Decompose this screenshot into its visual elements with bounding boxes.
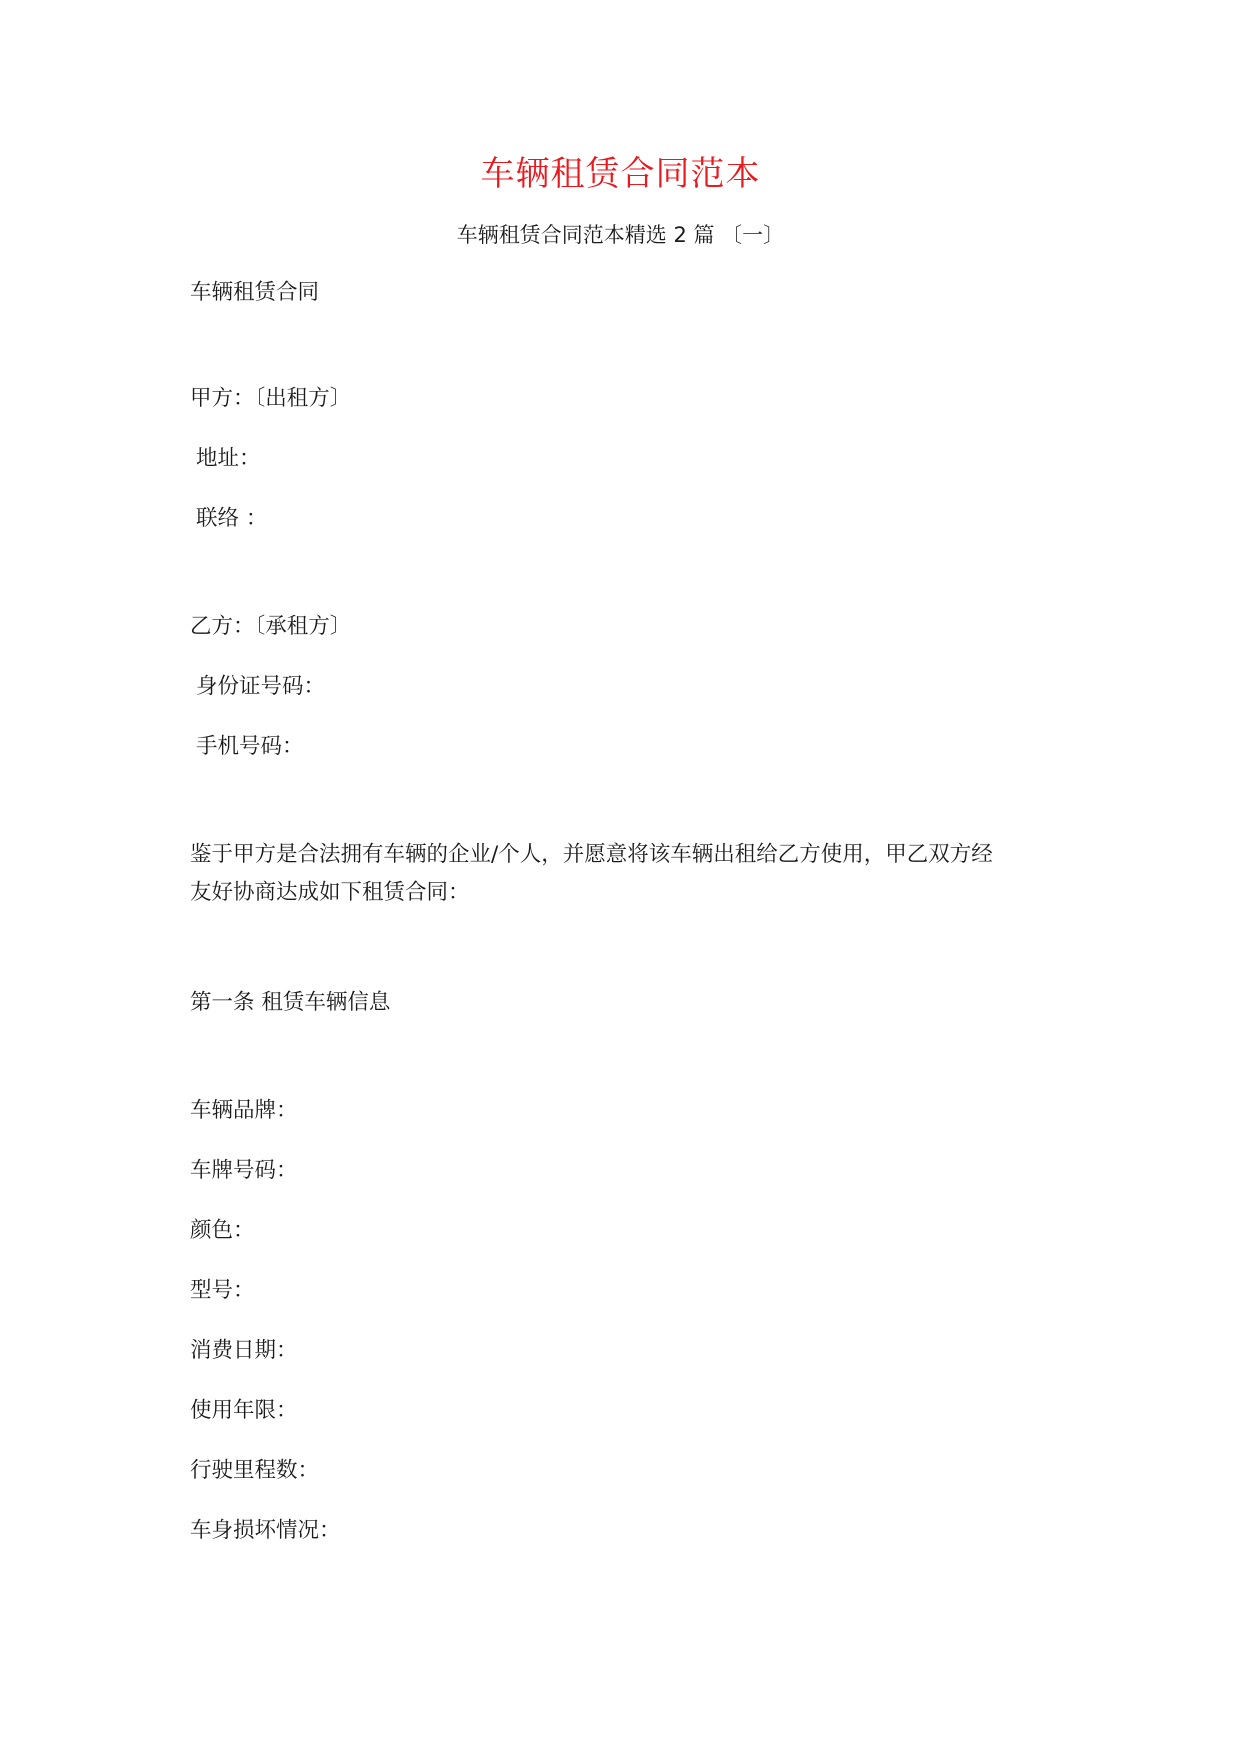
- field-plate-number: 车牌号码：: [190, 1158, 298, 1183]
- preamble-line-1: 鉴于甲方是合法拥有车辆的企业/个人，并愿意将该车辆出租给乙方使用，甲乙双方经: [190, 842, 993, 867]
- field-vehicle-brand: 车辆品牌：: [190, 1098, 298, 1123]
- party-b-id-number: 身份证号码：: [196, 674, 326, 699]
- party-a-address: 地址：: [196, 446, 261, 471]
- document-title: 车辆租赁合同范本: [480, 154, 761, 194]
- article-1-heading: 第一条 租赁车辆信息: [190, 990, 391, 1015]
- party-a-contact: 联络 ：: [196, 506, 268, 531]
- party-b-label: 乙方：〔承租方〕: [190, 614, 352, 639]
- document-subtitle: 车辆租赁合同范本精选 2 篇 〔一〕: [456, 223, 785, 247]
- party-a-label: 甲方：〔出租方〕: [190, 386, 352, 411]
- field-color: 颜色：: [190, 1218, 255, 1243]
- party-b-phone: 手机号码：: [196, 734, 304, 759]
- field-purchase-date: 消费日期：: [190, 1338, 298, 1363]
- field-service-years: 使用年限：: [190, 1398, 298, 1423]
- field-model: 型号：: [190, 1278, 255, 1303]
- field-mileage: 行驶里程数：: [190, 1458, 320, 1483]
- field-body-damage: 车身损坏情况：: [190, 1518, 341, 1543]
- preamble-line-2: 友好协商达成如下租赁合同：: [190, 880, 470, 905]
- contract-heading: 车辆租赁合同: [190, 280, 320, 305]
